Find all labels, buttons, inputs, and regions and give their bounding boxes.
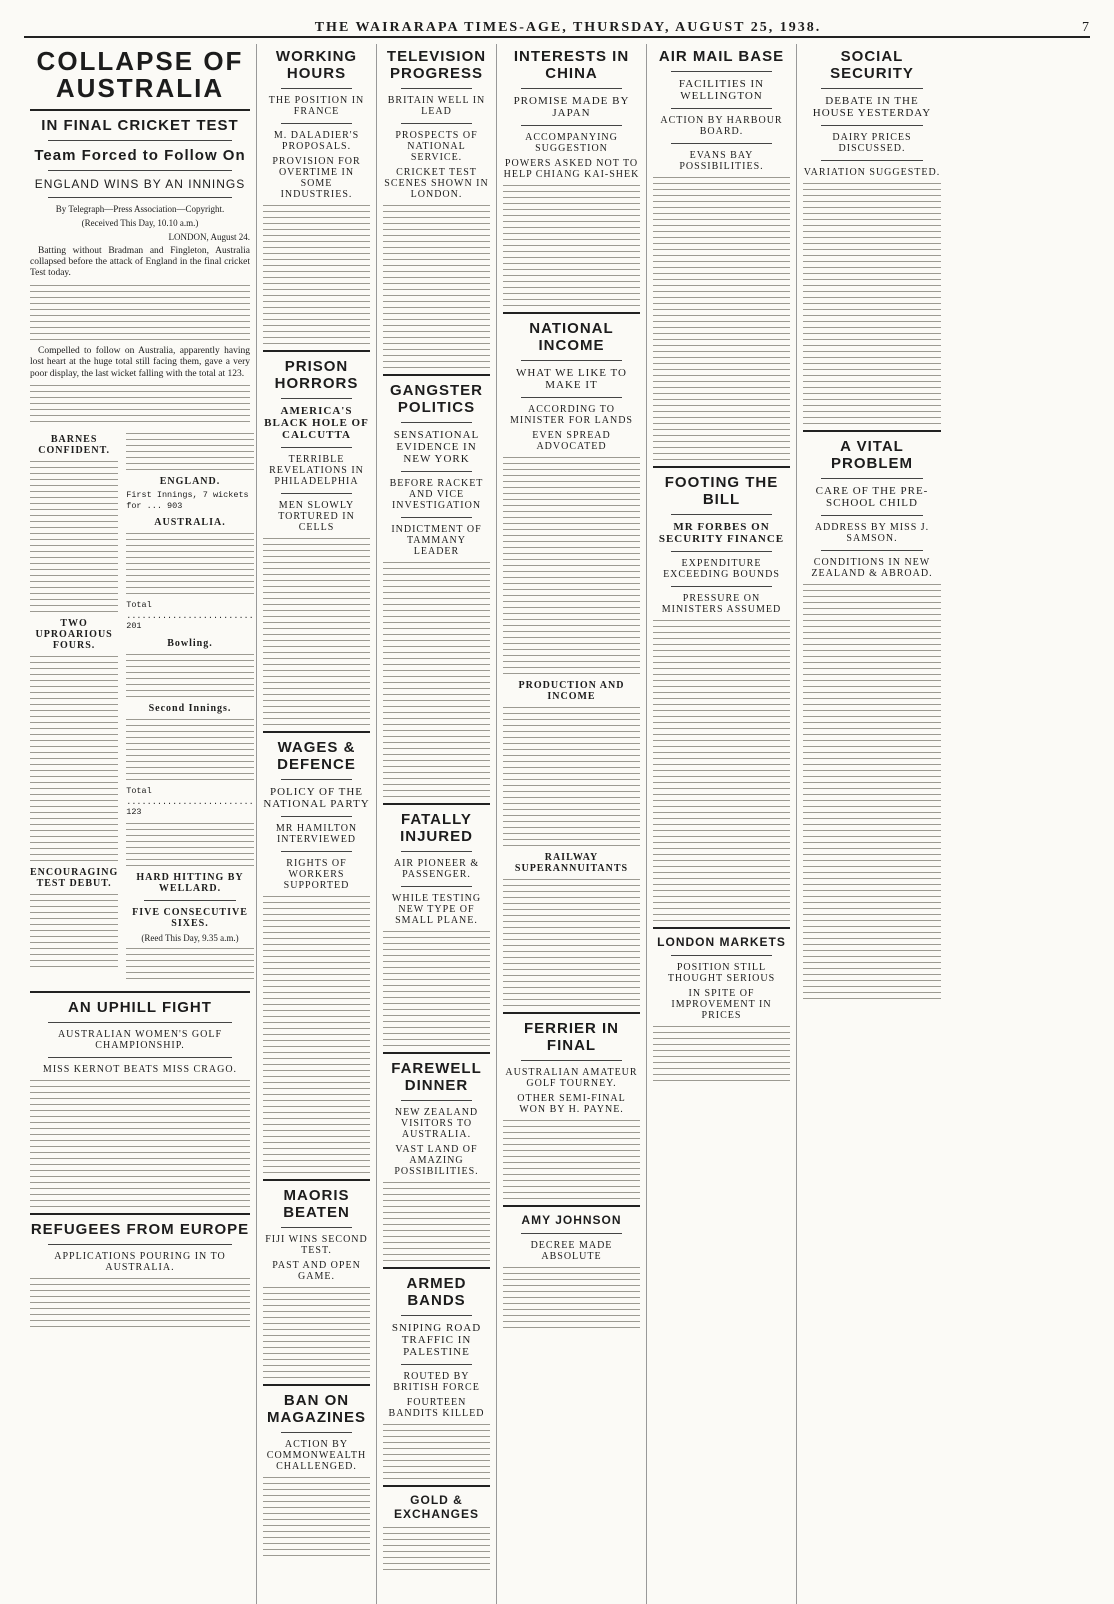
subhead-cricket-scenes: CRICKET TEST SCENES SHOWN IN LONDON.	[384, 167, 489, 200]
byline: By Telegraph—Press Association—Copyright.	[55, 203, 225, 214]
subhead-evans-bay: EVANS BAY POSSIBILITIES.	[679, 150, 764, 172]
page-number: 7	[1081, 20, 1090, 35]
subhead-suggestion: ACCOMPANYING SUGGESTION	[525, 132, 618, 154]
subhead-payne: OTHER SEMI-FINAL WON BY H. PAYNE.	[517, 1093, 626, 1115]
subhead-follow-on: Team Forced to Follow On	[34, 146, 246, 164]
headline-air-mail: AIR MAIL BASE	[658, 48, 785, 65]
subhead-small-plane: WHILE TESTING NEW TYPE OF SMALL PLANE.	[391, 893, 482, 926]
subhead-forbes: MR FORBES ON SECURITY FINANCE	[658, 521, 785, 545]
subhead-improvement: IN SPITE OF IMPROVEMENT IN PRICES	[671, 988, 772, 1021]
columns	[24, 44, 1090, 1604]
subhead-final-test: IN FINAL CRICKET TEST	[41, 116, 239, 134]
headline-collapse: COLLAPSE OF AUSTRALIA	[36, 46, 244, 104]
headline-armed-bands: ARMED BANDS	[406, 1275, 467, 1309]
headline-gangster-politics: GANGSTER POLITICS	[389, 382, 483, 416]
subhead-bandits-killed: FOURTEEN BANDITS KILLED	[388, 1397, 485, 1419]
subhead-still-serious: POSITION STILL THOUGHT SERIOUS	[667, 962, 776, 984]
subhead-workers-rights: RIGHTS OF WORKERS SUPPORTED	[283, 858, 350, 891]
headline-farewell-dinner: FAREWELL DINNER	[391, 1060, 482, 1094]
subhead-dairy: DAIRY PRICES DISCUSSED.	[832, 132, 912, 154]
headline-amy-johnson: AMY JOHNSON	[521, 1213, 622, 1227]
lead-paragraph: Batting without Bradman and Fingleton, Australia collapsed before the attack of England in the final cricket Test today.	[30, 245, 250, 279]
subhead-what-we-like: WHAT WE LIKE TO MAKE IT	[515, 367, 628, 391]
subhead-variation: VARIATION SUGGESTED.	[803, 167, 941, 178]
section-encouraging: ENCOURAGING TEST DEBUT.	[30, 866, 119, 889]
score-total-second: Total ......................... 123	[126, 786, 254, 818]
section-railway: RAILWAY SUPERANNUITANTS	[514, 852, 629, 874]
column-cricket	[24, 44, 257, 1604]
subhead-golf-tourney: AUSTRALIAN AMATEUR GOLF TOURNEY.	[505, 1067, 638, 1089]
subhead-sensational: SENSATIONAL EVIDENCE IN NEW YORK	[393, 429, 480, 465]
subhead-pre-school: CARE OF THE PRE-SCHOOL CHILD	[815, 485, 929, 509]
subhead-chiang: POWERS ASKED NOT TO HELP CHIANG KAI-SHEK	[503, 158, 640, 180]
column-working-hours	[257, 44, 377, 1604]
paragraph-two: Compelled to follow on Australia, apparently having lost heart at the huge total still facing them, gave a very poor display, the last wicket falling with the total at 123.	[30, 345, 250, 379]
section-barnes: BARNES CONFIDENT.	[38, 433, 110, 456]
subhead-pressure: PRESSURE ON MINISTERS ASSUMED	[661, 593, 782, 615]
subhead-racket: BEFORE RACKET AND VICE INVESTIGATION	[389, 478, 484, 511]
second-innings-title: Second Innings.	[148, 703, 232, 715]
score-total: Total ......................... 201	[126, 600, 254, 632]
headline-ban-magazines: BAN ON MAGAZINES	[267, 1392, 366, 1426]
subhead-england-wins: ENGLAND WINS BY AN INNINGS	[34, 176, 246, 191]
subhead-daladier: M. DALADIER'S PROPOSALS.	[273, 130, 360, 152]
subhead-black-hole: AMERICA'S BLACK HOLE OF CALCUTTA	[264, 405, 369, 441]
received-time: (Received This Day, 10.10 a.m.)	[81, 217, 199, 228]
subhead-air-pioneer: AIR PIONEER & PASSENGER.	[393, 858, 480, 880]
subhead-open-game: PAST AND OPEN GAME.	[272, 1260, 361, 1282]
score-england-line: First Innings, 7 wickets for ... 903	[126, 489, 249, 511]
section-uproarious: TWO UPROARIOUS FOURS.	[35, 617, 113, 651]
subhead-national-service: PROSPECTS OF NATIONAL SERVICE.	[395, 130, 478, 163]
five-sixes: FIVE CONSECUTIVE SIXES.	[132, 906, 248, 929]
subhead-expenditure: EXPENDITURE EXCEEDING BOUNDS	[663, 558, 780, 580]
subhead-palestine: SNIPING ROAD TRAFFIC IN PALESTINE	[391, 1322, 482, 1358]
headline-maoris-beaten: MAORIS BEATEN	[283, 1187, 350, 1221]
subhead-conditions: CONDITIONS IN NEW ZEALAND & ABROAD.	[811, 557, 933, 579]
subhead-revelations: TERRIBLE REVELATIONS IN PHILADELPHIA	[269, 454, 364, 487]
headline-wages-defence: WAGES & DEFENCE	[277, 739, 356, 773]
subhead-overtime: PROVISION FOR OVERTIME IN SOME INDUSTRIES.	[272, 156, 361, 200]
score-australia-title: AUSTRALIA.	[154, 517, 226, 529]
subhead-harbour-board: ACTION BY HARBOUR BOARD.	[660, 115, 783, 137]
section-production: PRODUCTION AND INCOME	[518, 680, 625, 702]
headline-interests-china: INTERESTS IN CHINA	[513, 48, 630, 82]
subhead-france: THE POSITION IN FRANCE	[268, 95, 365, 117]
subhead-fiji: FIJI WINS SECOND TEST.	[265, 1234, 368, 1256]
subhead-tortured: MEN SLOWLY TORTURED IN CELLS	[278, 500, 355, 533]
column-television	[377, 44, 497, 1604]
headline-national-income-text: NATIONAL INCOME	[529, 320, 614, 354]
headline-uphill-fight: AN UPHILL FIGHT	[68, 998, 212, 1016]
bowling-title: Bowling.	[167, 638, 213, 650]
subhead-golf: AUSTRALIAN WOMEN'S GOLF CHAMPIONSHIP.	[57, 1028, 223, 1051]
column-china	[497, 44, 647, 1604]
subhead-even-spread: EVEN SPREAD ADVOCATED	[532, 430, 611, 452]
headline-refugees: REFUGEES FROM EUROPE	[30, 1220, 250, 1238]
headline-working-hours: WORKING HOURS	[275, 48, 358, 82]
headline-fatally-injured: FATALLY INJURED	[400, 811, 473, 845]
headline-footing-bill: FOOTING THE BILL	[664, 474, 779, 508]
column-social-security	[797, 44, 947, 1604]
headline-ferrier: FERRIER IN FINAL	[523, 1020, 619, 1054]
subhead-japan-promise: PROMISE MADE BY JAPAN	[513, 95, 630, 119]
subhead-vast-land: VAST LAND OF AMAZING POSSIBILITIES.	[394, 1144, 479, 1177]
received-time-2: (Reed This Day, 9.35 a.m.)	[141, 932, 239, 943]
masthead	[24, 14, 1090, 38]
headline-social-security: SOCIAL SECURITY	[830, 48, 914, 82]
subhead-decree: DECREE MADE ABSOLUTE	[530, 1240, 613, 1262]
score-england-title: ENGLAND.	[159, 475, 221, 487]
subhead-samson: ADDRESS BY MISS J. SAMSON.	[814, 522, 930, 544]
dateline: LONDON, August 24.	[168, 231, 250, 242]
subhead-commonwealth: ACTION BY COMMONWEALTH CHALLENGED.	[266, 1439, 367, 1472]
subhead-kernot: MISS KERNOT BEATS MISS CRAGO.	[42, 1063, 238, 1075]
subhead-nz-visitors: NEW ZEALAND VISITORS TO AUSTRALIA.	[394, 1107, 479, 1140]
headline-prison-horrors: PRISON HORRORS	[274, 358, 359, 392]
subhead-minister-lands: ACCORDING TO MINISTER FOR LANDS	[509, 404, 633, 426]
subhead-applications: APPLICATIONS POURING IN TO AUSTRALIA.	[54, 1250, 226, 1273]
column-air-mail	[647, 44, 797, 1604]
subhead-tammany: INDICTMENT OF TAMMANY LEADER	[391, 524, 482, 557]
subhead-british-force: ROUTED BY BRITISH FORCE	[393, 1371, 480, 1393]
hard-hitting: HARD HITTING BY WELLARD.	[136, 871, 244, 894]
subhead-debate: DEBATE IN THE HOUSE YESTERDAY	[812, 95, 932, 119]
headline-television: TELEVISION PROGRESS	[386, 48, 487, 82]
headline-gold-exchanges: GOLD & EXCHANGES	[393, 1493, 479, 1521]
subhead-britain-lead: BRITAIN WELL IN LEAD	[387, 95, 486, 117]
subhead-national-party: POLICY OF THE NATIONAL PARTY	[263, 786, 370, 810]
headline-vital-problem: A VITAL PROBLEM	[831, 438, 913, 472]
masthead-title: THE WAIRARAPA TIMES-AGE, THURSDAY, AUGUST 25, 1938.	[314, 20, 822, 35]
subhead-facilities: FACILITIES IN WELLINGTON	[678, 78, 765, 102]
headline-london-markets: LONDON MARKETS	[657, 935, 786, 949]
subhead-hamilton: MR HAMILTON INTERVIEWED	[275, 823, 358, 845]
